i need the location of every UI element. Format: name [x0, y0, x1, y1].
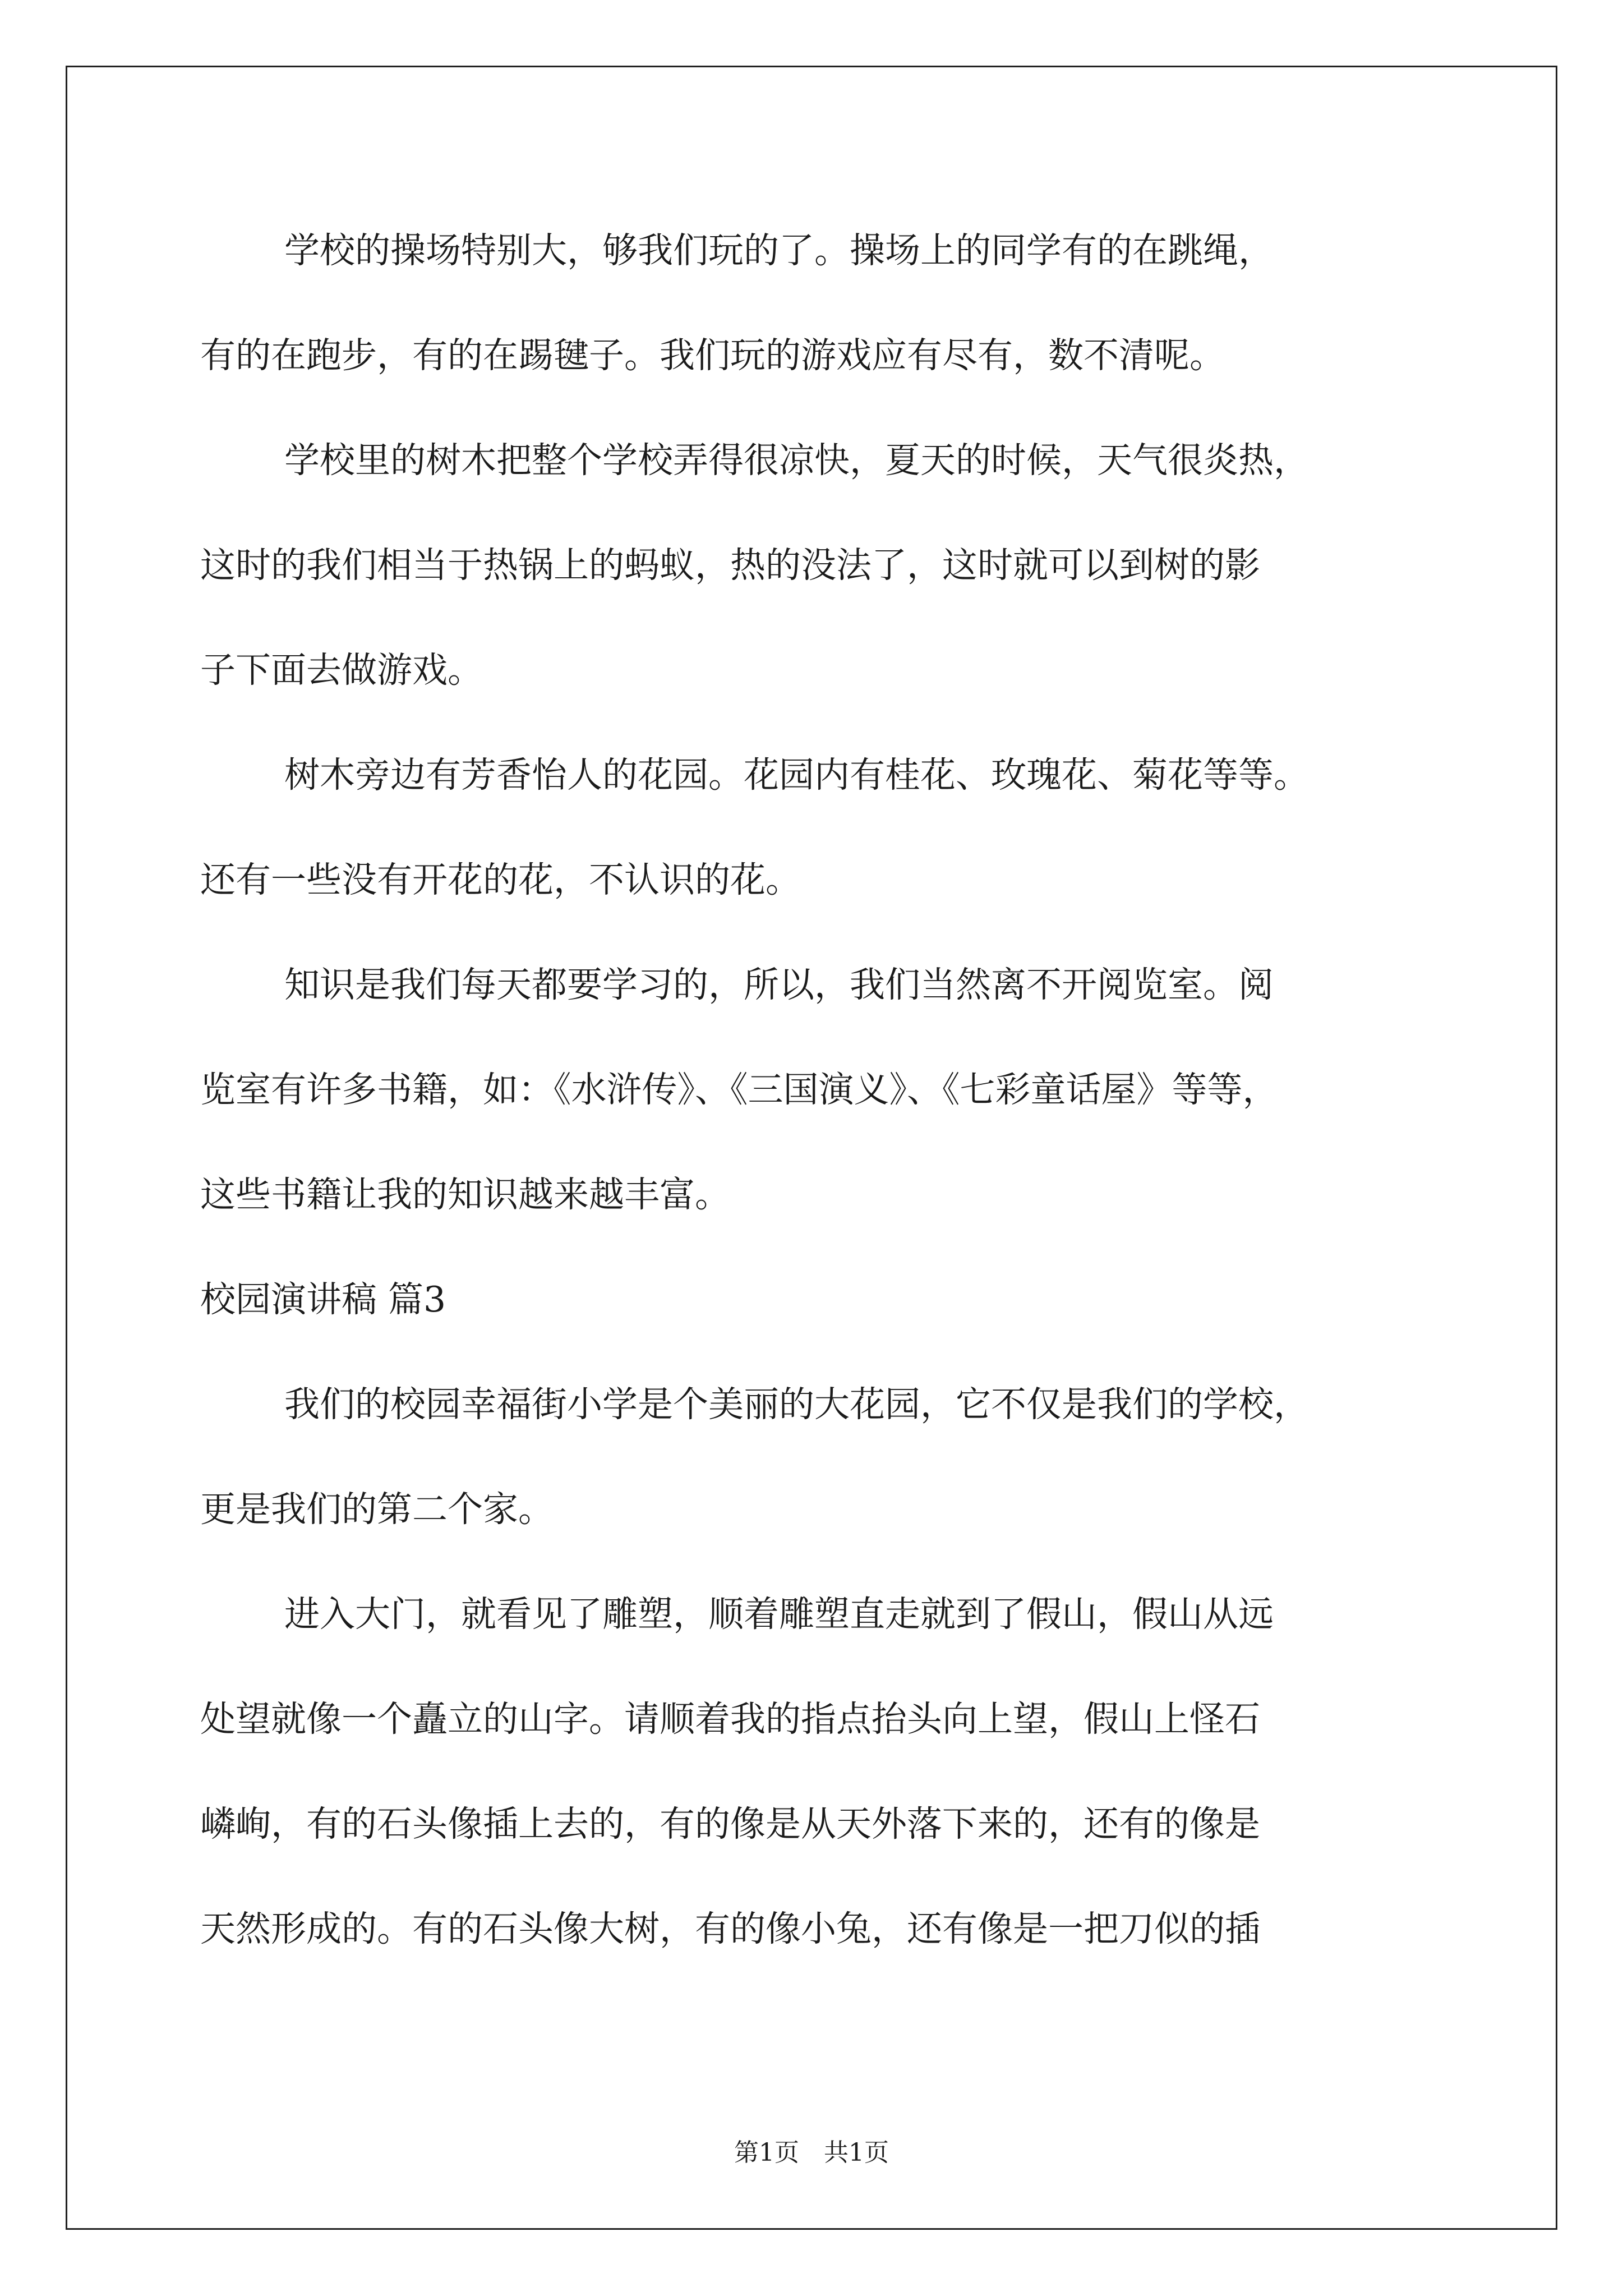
paragraph-line: 树木旁边有芳香怡人的花园。花园内有桂花、玫瑰花、菊花等等。: [284, 754, 1309, 795]
paragraph-line: 这些书籍让我的知识越来越丰富。: [200, 1174, 730, 1215]
paragraph-line: 学校里的树木把整个学校弄得很凉快，夏天的时候，天气很炎热，: [284, 440, 1309, 481]
section-heading: 校园演讲稿 篇3: [200, 1279, 446, 1320]
paragraph-line: 处望就像一个矗立的山字。请顺着我的指点抬头向上望，假山上怪石: [200, 1699, 1260, 1740]
paragraph-line: 还有一些没有开花的花，不认识的花。: [200, 859, 801, 900]
paragraph-line: 子下面去做游戏。: [200, 650, 483, 691]
paragraph-line: 进入大门，就看见了雕塑，顺着雕塑直走就到了假山，假山从远: [284, 1594, 1274, 1635]
page-number-footer: 第1页 共1页: [734, 2138, 889, 2167]
paragraph-line: 有的在跑步，有的在踢毽子。我们玩的游戏应有尽有，数不清呢。: [200, 335, 1225, 376]
paragraph-line: 这时的我们相当于热锅上的蚂蚁，热的没法了，这时就可以到树的影: [200, 545, 1260, 586]
paragraph-line: 学校的操场特别大，够我们玩的了。操场上的同学有的在跳绳，: [284, 230, 1274, 271]
paragraph-line: 嶙峋，有的石头像插上去的，有的像是从天外落下来的，还有的像是: [200, 1803, 1260, 1844]
paragraph-line: 更是我们的第二个家。: [200, 1489, 554, 1530]
paragraph-line: 天然形成的。有的石头像大树，有的像小兔，还有像是一把刀似的插: [200, 1908, 1260, 1949]
paragraph-line: 知识是我们每天都要学习的，所以，我们当然离不开阅览室。阅: [284, 964, 1274, 1005]
paragraph-line: 我们的校园幸福街小学是个美丽的大花园，它不仅是我们的学校，: [284, 1384, 1309, 1425]
document-body: [200, 209, 1434, 1992]
paragraph-line: 览室有许多书籍，如：《水浒传》、《三国演义》、《七彩童话屋》等等，: [200, 1069, 1278, 1110]
